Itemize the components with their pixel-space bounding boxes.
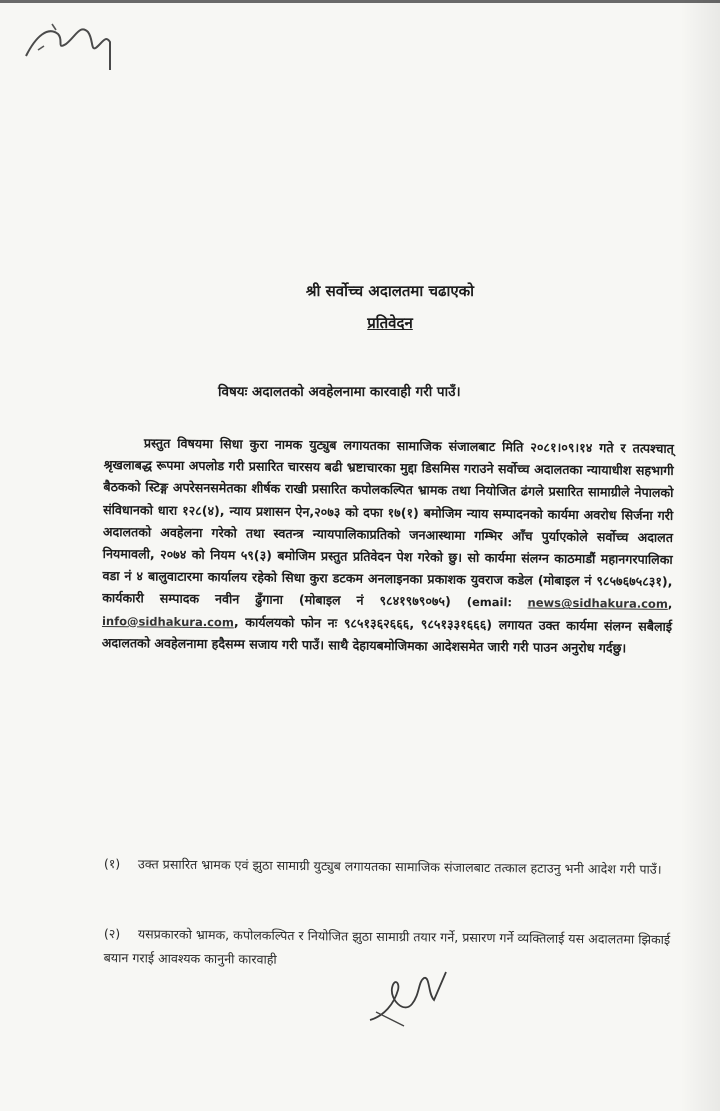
email-suffix-text: , कार्यलयको फोन नः ९८५१३६२६६६, ९८५१३३१६६६) लगायत उक्त कार्यमा संलग्न सबैलाई अदालतको अवहेलनामा हदैसम्म सजाय गरी पाउँ। साथै देहायबमोजिमका आदेशसमेत जारी गरी पाउन अनुरोध गर्दछु।: [101, 613, 673, 656]
list-item: [104, 852, 684, 882]
list-item-text: उक्त प्रसारित भ्रामक एवं झुठा सामाग्री युट्युब लगायतका सामाजिक संजालबाट तत्काल हटाउनु भनी आदेश गरी पाउँ।: [137, 856, 662, 877]
main-paragraph: प्रस्तुत विषयमा सिधा कुरा नामक युट्युब लगायतका सामाजिक संजालबाट मिति २०८१।०९।१४ गते र तत्पश्चात् श्रृखलाबद्ध रूपमा अपलोड गरी प्रसारित चारसय बढी भ्रष्टाचारका मुद्दा डिसमिस गराउने सर्वोच्च अदालतका न्यायाधीश सहभागी बैठकको स्टिङ्ग अपरेसनसमेतका शीर्षक राखी प्रसारित कपोलकल्पित भ्रामक तथा नियोजित ढंगले प्रसारित सामाग्रीले नेपालको संविधानको धारा १२८(४), न्याय प्रशासन ऐन,२०७३ को दफा १७(१) बमोजिम न्याय सम्पादनको कार्यमा अवरोध सिर्जना गरी अदालतको अवहेलना गरेको तथा स्वतन्त्र न्यायपालिकाप्रतिको जनआस्थामा गम्भिर आँच पुर्याएकोले सर्वोच्च अदालत नियमावली, २०७४ को नियम ५९(३) बमोजिम प्रस्तुत प्रतिवेदन पेश गरेको छु। सो कार्यमा संलग्न काठमाडौं महानगरपालिका वडा नं ४ बालुवाटारमा कार्यालय रहेको सिधा कुरा डटकम अनलाइनका प्रकाशक युवराज कडेल (मोबाइल नं ९८५७६७५८३१), कार्यकारी सम्पादक नवीन ढुँगाना (मोबाइल नं ९८४१९७९०७५): [102, 435, 674, 610]
list-item-number: (१): [103, 855, 121, 872]
document-title: श्री सर्वोच्च अदालतमा चढाएको: [305, 282, 475, 300]
top-border-line: [0, 0, 720, 3]
email-link-news[interactable]: news@sidhakura.com: [527, 595, 668, 612]
handwritten-signature-bottom: [364, 964, 454, 1034]
document-subtitle: प्रतिवेदन: [367, 314, 413, 332]
email-prefix: (email:: [466, 595, 528, 610]
subject-line: विषयः अदालतको अवहेलनामा कारवाही गरी पाउँ।: [218, 384, 461, 400]
email-separator: ,: [667, 597, 673, 612]
email-link-info[interactable]: info@sidhakura.com: [101, 613, 234, 629]
body-text: [102, 432, 674, 660]
list-item-number: (२): [103, 925, 121, 942]
page-shadow: [680, 0, 720, 1111]
list-item-text: यसप्रकारको भ्रामक, कपोलकल्पित र नियोजित झुठा सामाग्री तयार गर्ने, प्रसारण गर्ने व्यक्तिलाई यस अदालतमा झिकाई बयान गराई आवश्यक कानुनी कारवाही: [103, 926, 671, 967]
handwritten-signature-top: [18, 6, 128, 76]
